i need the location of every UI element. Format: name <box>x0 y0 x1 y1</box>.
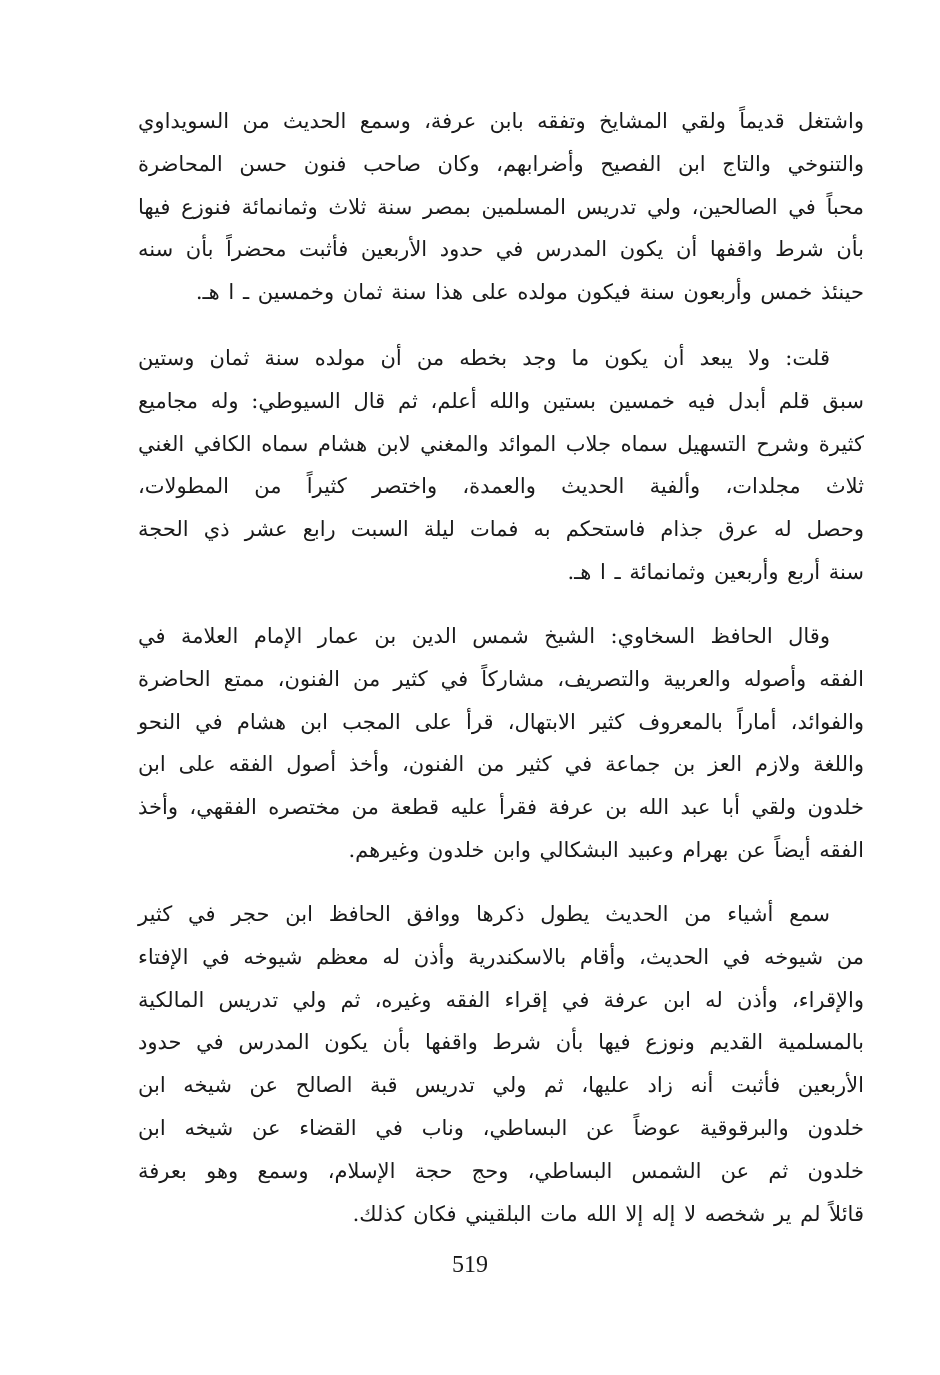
text-line: وقال الحافظ السخاوي: الشيخ شمس الدين بن عمار الإمام العلامة في <box>138 624 830 648</box>
text-line: والإقراء، وأذن له ابن عرفة في إقراء الفقه وغيره، ثم ولي تدريس المالكية <box>138 987 864 1012</box>
text-line: بالمسلمية القديم ونوزع فيها بأن شرط واقفها بأن يكون المدرس في حدود <box>138 1030 864 1055</box>
paragraph-4 <box>138 893 864 1235</box>
text-line: من شيوخه في الحديث، وأقام بالاسكندرية وأذن له معظم شيوخه في الإفتاء <box>138 944 864 969</box>
text-line: ثلاث مجلدات، وألفية الحديث والعمدة، واختصر كثيراً من المطولات، <box>138 474 864 499</box>
text-line: سنة أربع وأربعين وثمانمائة ـ ا هـ. <box>567 559 864 584</box>
paragraph-3 <box>138 615 864 872</box>
text-line: الفقه وأصوله والعربية والتصريف، مشاركاً في كثير من الفنون، ممتع الحاضرة <box>138 666 864 691</box>
text-line: سبق قلم أبدل فيه خمسين بستين والله أعلم، ثم قال السيوطي: وله مجاميع <box>138 388 864 413</box>
text-line: قائلاً لم ير شخصه لا إله إلا الله مات البلقيني فكان كذلك. <box>352 1201 864 1226</box>
paragraph-2 <box>138 337 864 594</box>
page-number: 519 <box>452 1252 488 1278</box>
text-line: واشتغل قديماً ولقي المشايخ وتفقه بابن عرفة، وسمع الحديث من السويداوي <box>138 109 864 133</box>
text-line: خلدون والبرقوقية عوضاً عن البساطي، وناب في القضاء عن شيخه ابن <box>138 1115 864 1140</box>
text-line: قلت: ولا يبعد أن يكون ما وجد بخطه من أن مولده سنة ثمان وستين <box>138 346 830 370</box>
text-line: الفقه أيضاً عن بهرام وعبيد البشكالي وابن خلدون وغيرهم. <box>348 837 864 862</box>
text-line: خلدون ثم عن الشمس البساطي، وحج حجة الإسلام، وسمع وهو بعرفة <box>138 1158 864 1183</box>
text-line: بأن شرط واقفها أن يكون المدرس في حدود الأربعين فأثبت محضراً بأن سنه <box>138 237 864 262</box>
text-line: حينئذ خمس وأربعون سنة فيكون مولده على هذا سنة ثمان وخمسين ـ ا هـ. <box>195 280 864 305</box>
text-line: واللغة ولازم العز بن جماعة في كثير من الفنون، وأخذ أصول الفقه على ابن <box>138 752 864 777</box>
text-line: الأربعين فأثبت أنه زاد عليها، ثم ولي تدريس قبة الصالح عن شيخه ابن <box>138 1073 864 1098</box>
text-line: والتنوخي والتاج ابن الفصيح وأضرابهم، وكان صاحب فنون حسن المحاضرة <box>138 151 864 176</box>
text-line: سمع أشياء من الحديث يطول ذكرها ووافق الحافظ ابن حجر في كثير <box>138 902 830 926</box>
text-line: خلدون ولقي أبا عبد الله بن عرفة فقرأ عليه قطعة من مختصره الفقهي، وأخذ <box>138 795 864 820</box>
text-line: كثيرة وشرح التسهيل سماه جلاب الموائد والمغني لابن هشام سماه الكافي الغني <box>138 431 864 456</box>
text-line: وحصل له عرق جذام فاستحكم به فمات ليلة السبت رابع عشر ذي الحجة <box>138 517 864 542</box>
text-line: والفوائد، أماراً بالمعروف كثير الابتهال، قرأ على المجب ابن هشام في النحو <box>138 709 864 734</box>
text-line: محباً في الصالحين، ولي تدريس المسلمين بمصر سنة ثلاث وثمانمائة فنوزع فيها <box>138 194 864 219</box>
paragraph-1 <box>138 100 864 314</box>
